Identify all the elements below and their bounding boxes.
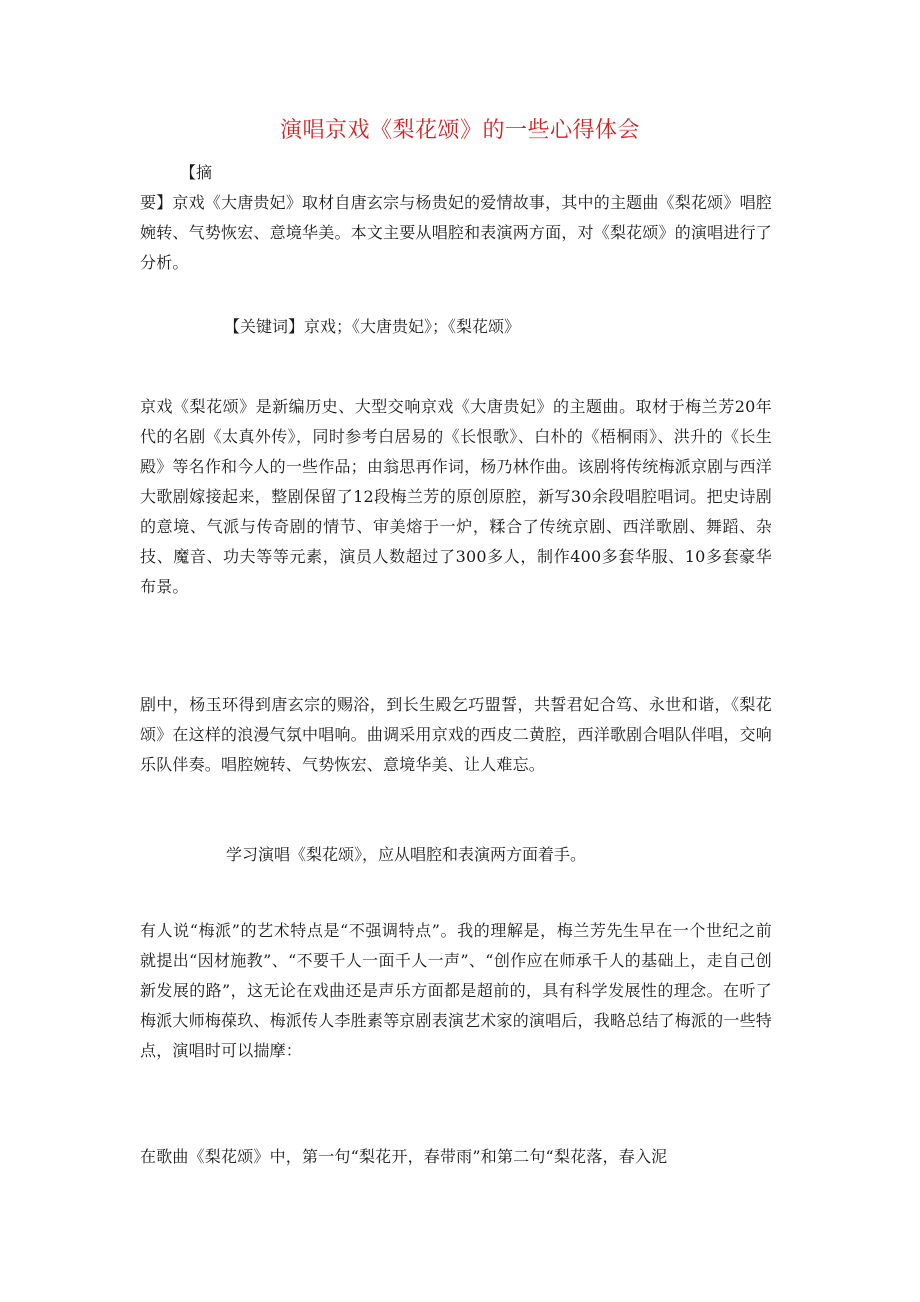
body-paragraph-3: 学习演唱《梨花颂》，应从唱腔和表演两方面着手。	[226, 845, 587, 864]
abstract-heading: 【摘	[180, 163, 213, 182]
abstract-body: 要】京戏《大唐贵妃》取材自唐玄宗与杨贵妃的爱情故事，其中的主题曲《梨花颂》唱腔婉转、气势恢宏、意境华美。本文主要从唱腔和表演两方面，对《梨花颂》的演唱进行了分析。	[140, 193, 772, 272]
body-paragraph-4: 有人说“梅派”的艺术特点是“不强调特点”。我的理解是，梅兰芳先生早在一个世纪之前就提出“因材施教”、“不要千人一面千人一声”、“创作应在师承千人的基础上，走自己创新发展的路”，这无论在戏曲还是声乐方面都是超前的，具有科学发展性的理念。在听了梅派大师梅葆玖、梅派传人李胜素等京剧表演艺术家的演唱后，我略总结了梅派的一些特点，演唱时可以揣摩：	[140, 921, 772, 1060]
keywords-line: 【关键词】京戏；《大唐贵妃》；《梨花颂》	[224, 317, 521, 336]
body-paragraph-5: 在歌曲《梨花颂》中，第一句“梨花开，春带雨”和第二句“梨花落，春入泥	[140, 1147, 668, 1166]
body-paragraph-2: 剧中，杨玉环得到唐玄宗的赐浴，到长生殿乞巧盟誓，共誓君妃合笃、永世和谐，《梨花颂》在这样的浪漫气氛中唱响。曲调采用京戏的西皮二黄腔，西洋歌剧合唱队伴唱，交响乐队伴奏。唱腔婉转、气势恢宏、意境华美、让人难忘。	[140, 695, 772, 774]
document-title: 演唱京戏《梨花颂》的一些心得体会	[279, 118, 640, 143]
body-paragraph-1: 京戏《梨花颂》是新编历史、大型交响京戏《大唐贵妃》的主题曲。取材于梅兰芳20年代的名剧《太真外传》，同时参考白居易的《长恨歌》、白朴的《梧桐雨》、洪升的《长生殿》等名作和今人的一些作品；由翁思再作词，杨乃林作曲。该剧将传统梅派京剧与西洋大歌剧嫁接起来，整剧保留了12段梅兰芳的原创原腔，新写30余段唱腔唱词。把史诗剧的意境、气派与传奇剧的情节、审美熔于一炉，糅合了传统京剧、西洋歌剧、舞蹈、杂技、魔音、功夫等等元素，演员人数超过了300多人，制作400多套华服、10多套豪华布景。	[140, 397, 772, 596]
